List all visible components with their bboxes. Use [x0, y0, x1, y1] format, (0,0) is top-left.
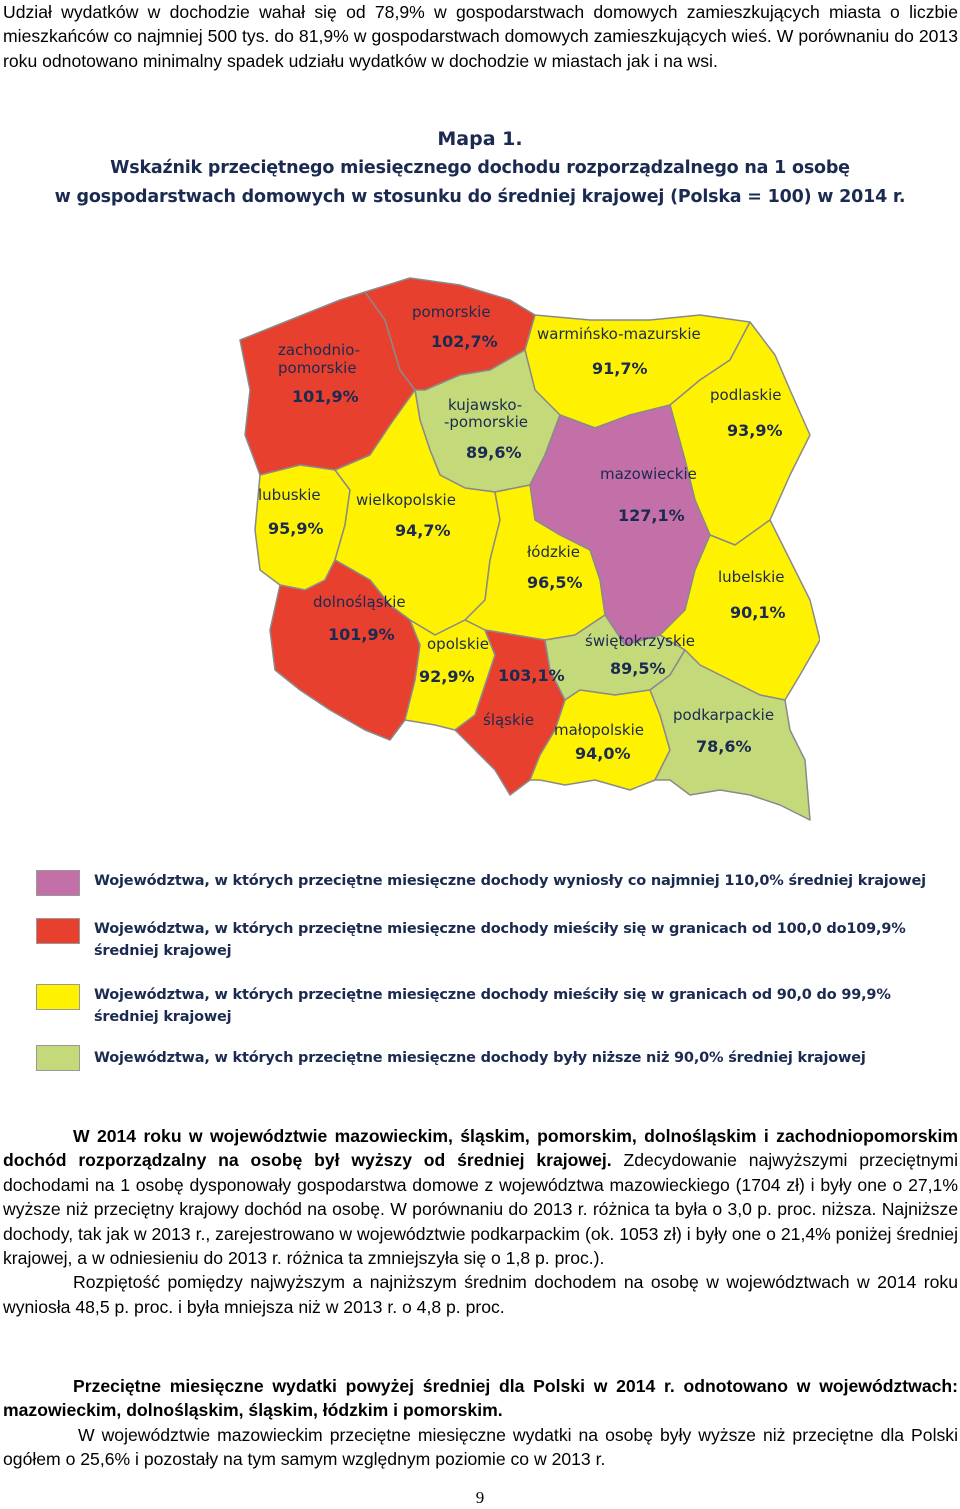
label-lubuskie-name: lubuskie — [258, 486, 321, 504]
label-lodzkie-name: łódzkie — [527, 543, 580, 561]
label-podkarpackie-value: 78,6% — [696, 737, 752, 756]
map-title-line1: Wskaźnik przeciętnego miesięcznego dochodu rozporządzalnego na 1 osobę — [110, 158, 850, 178]
body-paragraph-1 — [3, 1124, 958, 1319]
legend-text: Województwa, w których przeciętne miesięczne dochody mieściły się w granicach od 90,0 do 99,9% średniej krajowej — [94, 987, 891, 1025]
body-paragraph-2 — [3, 1374, 958, 1472]
legend-swatch-red — [36, 918, 80, 944]
legend-swatch-green — [36, 1045, 80, 1071]
intro-paragraph: Udział wydatków w dochodzie wahał się od 78,9% w gospodarstwach domowych zamieszkujących miasta o liczbie mieszkańców co najmniej 500 tys. do 81,9% w gospodarstwach domowych zamieszkujących wieś. W porównaniu do 2013 roku odnotowano minimalny spadek udziału wydatków w dochodzie w miastach jak i na wsi. — [3, 2, 958, 71]
p2-bold: Przeciętne miesięczne wydatki powyżej średniej dla Polski w 2014 r. odnotowano w województwach: mazowieckim, dolnośląskim, śląskim, łódzkim i pomorskim. — [3, 1376, 958, 1421]
label-dolnoslaskie-value: 101,9% — [328, 625, 395, 644]
legend-swatch-yellow — [36, 984, 80, 1010]
label-zachodniopomorskie-name1: zachodnio- — [278, 341, 361, 359]
map-label: Mapa 1. — [437, 128, 523, 150]
p1-text1: Zdecydowanie najwyższymi przeciętnymi dochodami na 1 osobę dysponowały gospodarstwa domowe z województwa mazowieckiego (1704 zł) i były one o 27,1% wyższe niż przeciętny krajowy dochód na osobę. W porównaniu do 2013 r. różnica ta była o 3,0 p. proc. niższa. Najniższe dochody, tak jak w 2013 r., zarejestrowano w województwie podkarpackim (ok. 1053 zł) i były one o 21,4% poniżej średniej krajowej, a w odniesieniu do 2013 r. różnica ta zmniejszyła się o 1,8 p. proc.). — [3, 1150, 958, 1269]
poland-voivodeship-map — [230, 260, 820, 830]
label-slaskie-value: 103,1% — [498, 666, 565, 685]
label-lodzkie-value: 96,5% — [527, 573, 583, 592]
label-malopolskie-name: małopolskie — [554, 721, 645, 739]
label-mazowieckie-name: mazowieckie — [600, 465, 697, 483]
legend-text: Województwa, w których przeciętne miesięczne dochody mieściły się w granicach od 100,0 do109,9% średniej krajowej — [94, 921, 906, 959]
label-lubelskie-name: lubelskie — [718, 568, 785, 586]
legend-text: Województwa, w których przeciętne miesięczne dochody były niższe niż 90,0% średniej krajowej — [94, 1050, 866, 1066]
label-wielkopolskie-value: 94,7% — [395, 521, 451, 540]
p2-text: W województwie mazowieckim przeciętne miesięczne wydatki na osobę były wyższe niż przeciętne dla Polski ogółem o 25,6% i pozostały na tym samym względnym poziomie co w 2013 r. — [3, 1424, 958, 1470]
label-zachodniopomorskie-value: 101,9% — [292, 387, 359, 406]
label-swietokrzyskie-value: 89,5% — [610, 659, 666, 678]
label-pomorskie-value: 102,7% — [431, 332, 498, 351]
label-dolnoslaskie-name: dolnośląskie — [313, 593, 406, 611]
legend-swatch-purple — [36, 870, 80, 896]
label-kujawsko-pomorskie-name1: kujawsko- — [448, 396, 523, 414]
label-opolskie-name: opolskie — [427, 635, 489, 653]
label-podkarpackie-name: podkarpackie — [673, 706, 775, 724]
label-swietokrzyskie-name: świętokrzyskie — [585, 632, 696, 650]
label-zachodniopomorskie-name2: pomorskie — [278, 359, 357, 377]
label-kujawsko-pomorskie-name2: -pomorskie — [444, 413, 528, 431]
label-podlaskie-name: podlaskie — [710, 386, 782, 404]
page-number: 9 — [475, 1488, 485, 1507]
legend-text: Województwa, w których przeciętne miesięczne dochody wyniosły co najmniej 110,0% średniej krajowej — [94, 873, 926, 889]
map-title-line2: w gospodarstwach domowych w stosunku do średniej krajowej (Polska = 100) w 2014 r. — [54, 187, 906, 207]
label-mazowieckie-value: 127,1% — [618, 506, 685, 525]
label-warminsko-mazurskie-name: warmińsko-mazurskie — [537, 325, 701, 343]
label-lubelskie-value: 90,1% — [730, 603, 786, 622]
label-opolskie-value: 92,9% — [419, 667, 475, 686]
label-wielkopolskie-name: wielkopolskie — [356, 491, 456, 509]
p1-bold: W 2014 roku w województwie mazowieckim, śląskim, pomorskim, dolnośląskim i zachodniopomorskim dochód rozporządzalny na osobę był wyższy od średniej krajowej. — [3, 1126, 958, 1171]
label-pomorskie-name: pomorskie — [412, 303, 491, 321]
p1-text2: Rozpiętość pomiędzy najwyższym a najniższym średnim dochodem na osobę w województwach w 2014 roku wyniosła 48,5 p. proc. i była mniejsza niż w 2013 r. o 4,8 p. proc. — [3, 1272, 958, 1317]
label-slaskie-name: śląskie — [483, 711, 535, 729]
label-podlaskie-value: 93,9% — [727, 421, 783, 440]
label-warminsko-mazurskie-value: 91,7% — [592, 359, 648, 378]
label-malopolskie-value: 94,0% — [575, 744, 631, 763]
label-kujawsko-pomorskie-value: 89,6% — [466, 443, 522, 462]
label-lubuskie-value: 95,9% — [268, 519, 324, 538]
